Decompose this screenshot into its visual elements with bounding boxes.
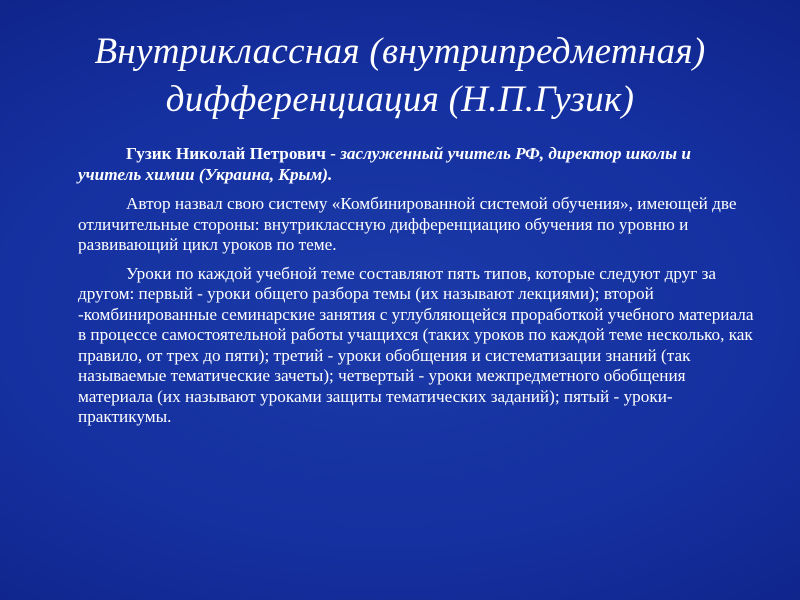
system-paragraph: Автор назвал свою систему «Комбинированной системой обучения», имеющей две отличительные стороны: внутриклассную дифференциацию обучения по уровню и развивающий цикл уроков по теме. <box>78 194 737 254</box>
author-paragraph <box>78 144 758 185</box>
title-line-1: Внутриклассная (внутрипредметная) <box>94 31 706 72</box>
slide-body <box>78 144 758 436</box>
lesson-types-paragraph: Уроки по каждой учебной теме составляют пять типов, которые следуют друг за другом: первый - уроки общего разбора темы (их называют лекциями); второй -комбинированные семинарские занятия с углубляющейся проработкой учебного материала в процессе самостоятельной работы учащихся (таких уроков по каждой теме несколько, как правило, от трех до пяти); третий - уроки обобщения и систематизации знаний (так называемые тематические зачеты); четвертый - уроки межпредметного обобщения материала (их называют уроками защиты тематических заданий); пятый - уроки-практикумы. <box>78 263 754 426</box>
title-line-2: дифференциация (Н.П.Гузик) <box>165 79 635 120</box>
slide-title <box>40 28 760 124</box>
author-description: заслуженный учитель РФ, директор школы и учитель химии (Украина, Крым). <box>78 144 691 184</box>
author-name: Гузик Николай Петрович - <box>126 144 341 163</box>
